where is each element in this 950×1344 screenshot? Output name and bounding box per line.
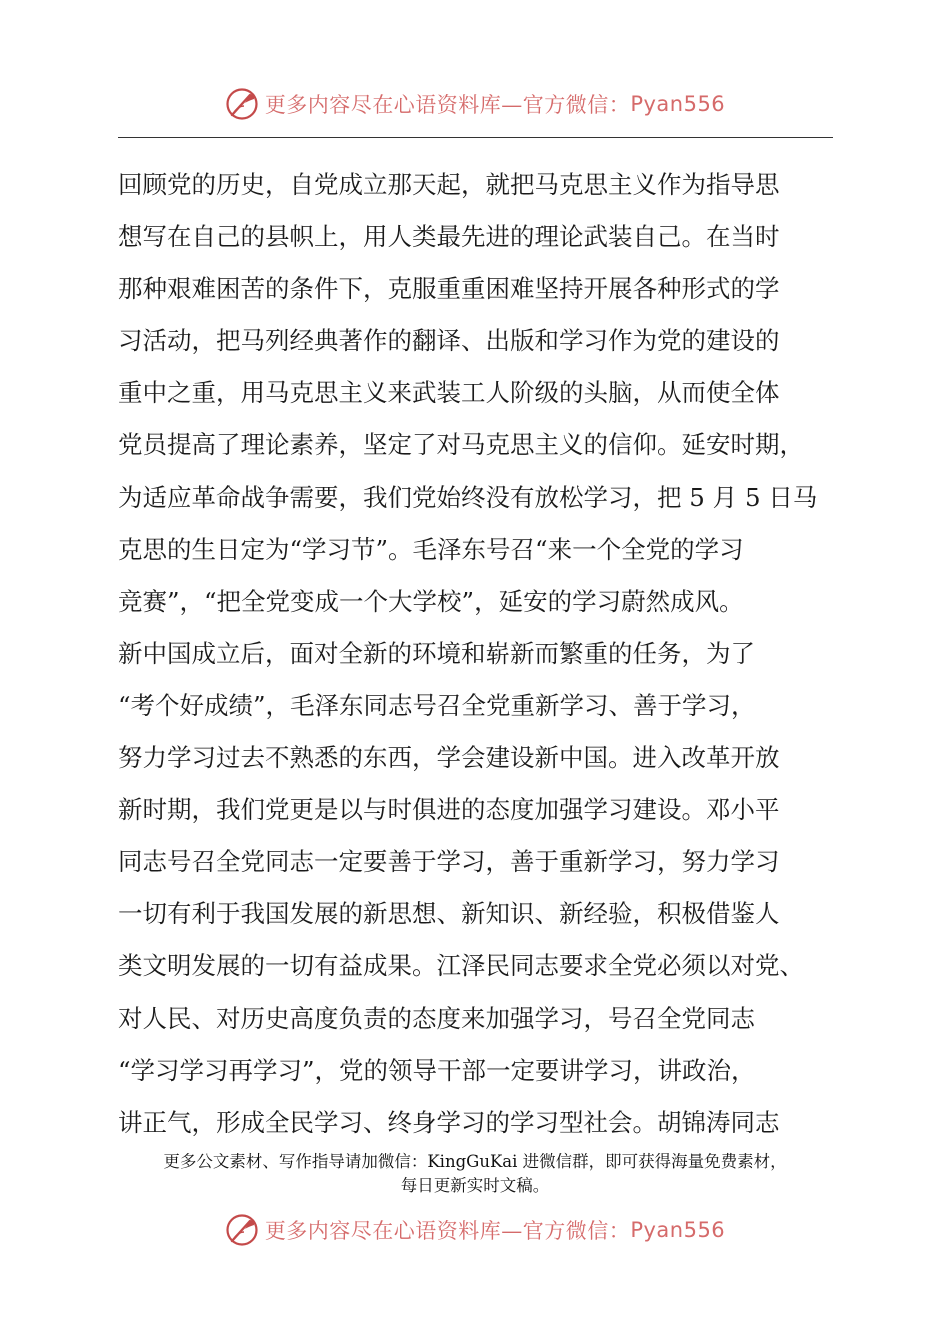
text-line: 类文明发展的一切有益成果。江泽民同志要求全党必须以对党、 xyxy=(118,951,804,981)
text-line: 新时期，我们党更是以与时俱进的态度加强学习建设。邓小平 xyxy=(118,795,780,825)
footer-line-1: 更多公文素材、写作指导请加微信：KingGuKai 进微信群，即可获得海量免费素材， xyxy=(163,1152,787,1171)
banner-title: 更多内容尽在心语资料库—官方微信： xyxy=(264,1219,631,1243)
footer-line-2: 每日更新实时文稿。 xyxy=(400,1176,550,1195)
quill-logo-icon xyxy=(225,87,259,121)
footer-banner xyxy=(0,1208,950,1252)
text-line: 想写在自己的县帜上，用人类最先进的理论武装自己。在当时 xyxy=(118,222,780,252)
text-line: 努力学习过去不熟悉的东西，学会建设新中国。进入改革开放 xyxy=(118,743,780,773)
text-line: 为适应革命战争需要，我们党始终没有放松学习，把 5 月 5 日马 xyxy=(118,482,818,512)
text-line: 竞赛”，“把全党变成一个大学校”，延安的学习蔚然成风。 xyxy=(118,586,744,616)
text-line: 习活动，把马列经典著作的翻译、出版和学习作为党的建设的 xyxy=(118,326,780,356)
text-line: 对人民、对历史高度负责的态度来加强学习，号召全党同志 xyxy=(118,1003,755,1033)
header-divider xyxy=(118,137,833,138)
text-line: 党员提高了理论素养，坚定了对马克思主义的信仰。延安时期， xyxy=(118,430,804,460)
banner-title: 更多内容尽在心语资料库—官方微信： xyxy=(264,93,631,117)
text-line: 一切有利于我国发展的新思想、新知识、新经验，积极借鉴人 xyxy=(118,899,780,929)
text-line: 重中之重，用马克思主义来武装工人阶级的头脑，从而使全体 xyxy=(118,378,780,408)
body-text xyxy=(118,159,833,1149)
text-line: 那种艰难困苦的条件下，克服重重困难坚持开展各种形式的学 xyxy=(118,274,780,304)
quill-logo-icon xyxy=(225,1213,259,1247)
text-line: 克思的生日定为“学习节”。毛泽东号召“来一个全党的学习 xyxy=(118,534,744,564)
banner-wechat-id: Pyan556 xyxy=(630,92,726,116)
footer-note xyxy=(0,1150,950,1198)
text-line: 新中国成立后，面对全新的环境和崭新而繁重的任务，为了 xyxy=(118,638,755,668)
text-line: “考个好成绩”，毛泽东同志号召全党重新学习、善于学习， xyxy=(118,690,756,720)
text-line: 回顾党的历史，自党成立那天起，就把马克思主义作为指导思 xyxy=(118,170,780,199)
header-banner xyxy=(0,82,950,126)
text-line: “学习学习再学习”，党的领导干部一定要讲学习，讲政治， xyxy=(118,1055,756,1085)
banner-wechat-id: Pyan556 xyxy=(630,1218,726,1242)
text-line: 讲正气，形成全民学习、终身学习的学习型社会。胡锦涛同志 xyxy=(118,1107,780,1137)
text-line: 同志号召全党同志一定要善于学习，善于重新学习，努力学习 xyxy=(118,847,780,877)
